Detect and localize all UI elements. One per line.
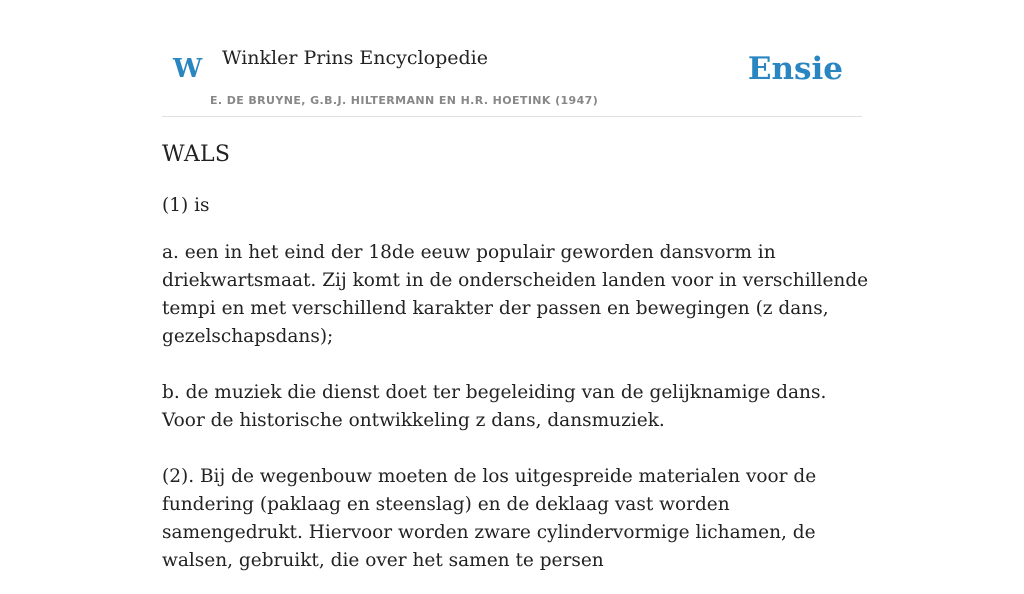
article-body — [162, 192, 870, 594]
paragraph-b: b. de muziek die dienst doet ter begeleiding van de gelijknamige dans. Voor de historische ontwikkeling z dans, dansmuziek. — [162, 382, 827, 431]
paragraph-a: a. een in het eind der 18de eeuw populair geworden dansvorm in driekwartsmaat. Zij komt in de onderscheiden landen voor in verschillende tempi en met verschillend karakter der passen en bewegingen (z dans, gezelschapsdans); — [162, 242, 869, 347]
ensie-logo[interactable]: Ensie — [747, 51, 843, 87]
site-header — [162, 0, 862, 117]
paragraph-2: (2). Bij de wegenbouw moeten de los uitgespreide materialen voor de fundering (paklaag en steenslag) en de deklaag vast worden samengedrukt. Hiervoor worden zware cylindervormige lichamen, de walsen, gebruikt, die over het samen te persen — [162, 466, 817, 571]
article-page — [162, 0, 869, 571]
paragraph-intro: (1) is — [162, 195, 210, 216]
site-title[interactable]: Winkler Prins Encyclopedie — [222, 47, 488, 69]
winkler-prins-logo-icon[interactable]: W — [173, 54, 203, 84]
article-headword: WALS — [162, 142, 231, 167]
authors-line: E. DE BRUYNE, G.B.J. HILTERMANN EN H.R. HOETINK (1947) — [210, 94, 599, 107]
